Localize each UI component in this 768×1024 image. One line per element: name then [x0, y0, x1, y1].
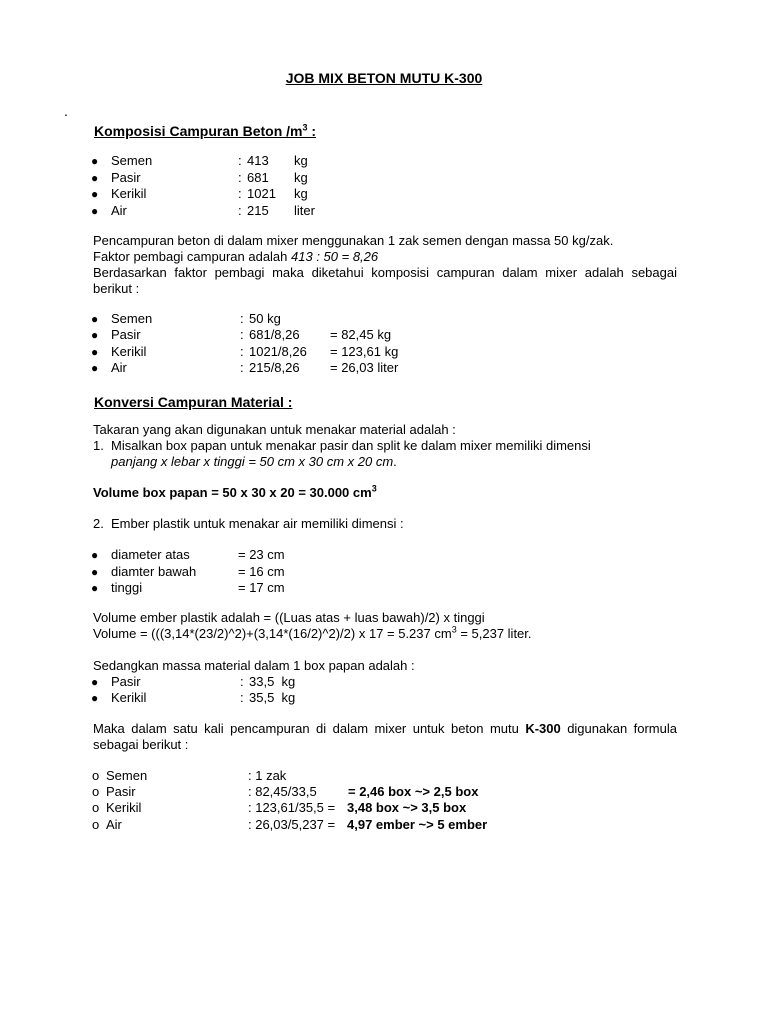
list-item: ● diamter bawah = 16 cm — [91, 564, 285, 579]
bullet-dot-icon: ● — [91, 361, 99, 375]
volume-box-papan: Volume box papan = 50 x 30 x 20 = 30.000 $cm^3$ — [93, 483, 377, 500]
page-title: JOB MIX BETON MUTU K-300 — [285, 70, 483, 86]
list-item: ● Pasir : 681/8,26 = 82,45 kg — [91, 327, 392, 342]
list-number: 1. — [93, 438, 104, 453]
bullet-dot-icon: ● — [91, 581, 99, 595]
bullet-dot-icon: ● — [91, 328, 99, 342]
list-item: ● Air : 215/8,26 = 26,03 liter — [91, 360, 399, 375]
circle-bullet-icon: o — [92, 817, 100, 832]
section-heading-komposisi: Komposisi Campuran Beton $/m^3$ : — [94, 122, 317, 139]
paragraph-berdasarkan: Berdasarkan faktor pembagi maka diketahui komposisi campuran dalam mixer adalah sebagai berikut : — [93, 265, 677, 296]
list-item: o Semen : 1 zak — [92, 768, 287, 783]
list-item: ● tinggi = 17 cm — [91, 580, 285, 595]
bullet-dot-icon: ● — [91, 691, 99, 705]
list-item: ● Kerikil : 1021/8,26 = 123,61 kg — [91, 344, 399, 359]
list-item: ● Semen : 50 kg — [91, 311, 281, 326]
paragraph-takaran: Takaran yang akan digunakan untuk menakar material adalah : — [93, 422, 456, 437]
list-item: ● Air : 215 liter — [91, 203, 315, 218]
paragraph-maka: Maka dalam satu kali pencampuran di dalam mixer untuk beton mutu K-300 digunakan formula sebagai berikut : — [93, 721, 677, 752]
paragraph-ember: Ember plastik untuk menakar air memiliki dimensi : — [111, 516, 404, 531]
paragraph-pencampuran: Pencampuran beton di dalam mixer menggunakan 1 zak semen dengan massa 50 kg/zak. — [93, 233, 614, 248]
paragraph-volume-formula: Volume = (((3,14*(23/2)^2)+(3,14*(16/2)^2)/2) x 17 = 5.237 $cm^3 = 5,237$ liter. — [93, 624, 532, 641]
paragraph-box-dimensi: panjang x lebar x tinggi = 50 cm x 30 cm x 20 cm. — [111, 454, 397, 469]
paragraph-faktor: Faktor pembagi campuran adalah 413 : 50 = 8,26 — [93, 249, 379, 264]
list-item: ● Pasir : 33,5 kg — [91, 674, 296, 689]
list-item: o Air : 26,03/5,237 = 4,97 ember ~> 5 ember — [92, 817, 488, 832]
paragraph-box-papan: Misalkan box papan untuk menakar pasir dan split ke dalam mixer memiliki dimensi — [111, 438, 591, 453]
bullet-dot-icon: ● — [91, 312, 99, 326]
list-item: ● Kerikil : 35,5 kg — [91, 690, 296, 705]
list-item: ● Kerikil : 1021 kg — [91, 186, 308, 201]
bullet-dot-icon: ● — [91, 675, 99, 689]
circle-bullet-icon: o — [92, 784, 100, 799]
bullet-dot-icon: ● — [91, 187, 99, 201]
bullet-dot-icon: ● — [91, 548, 99, 562]
stray-dot: . — [64, 103, 68, 119]
bullet-dot-icon: ● — [91, 171, 99, 185]
list-item: ● diameter atas = 23 cm — [91, 547, 285, 562]
paragraph-volume-ember: Volume ember plastik adalah = ((Luas atas + luas bawah)/2) x tinggi — [93, 610, 485, 625]
circle-bullet-icon: o — [92, 800, 100, 815]
bullet-dot-icon: ● — [91, 565, 99, 579]
bullet-dot-icon: ● — [91, 204, 99, 218]
bullet-dot-icon: ● — [91, 345, 99, 359]
circle-bullet-icon: o — [92, 768, 100, 783]
paragraph-massa: Sedangkan massa material dalam 1 box papan adalah : — [93, 658, 415, 673]
list-item: ● Semen : 413 kg — [91, 153, 308, 168]
section-heading-konversi: Konversi Campuran Material : — [94, 394, 293, 410]
list-item: o Pasir : 82,45/33,5 = 2,46 box ~> 2,5 box — [92, 784, 479, 799]
list-item: o Kerikil : 123,61/35,5 = 3,48 box ~> 3,5 box — [92, 800, 467, 815]
list-item: ● Pasir : 681 kg — [91, 170, 308, 185]
bullet-dot-icon: ● — [91, 154, 99, 168]
list-number: 2. — [93, 516, 104, 531]
